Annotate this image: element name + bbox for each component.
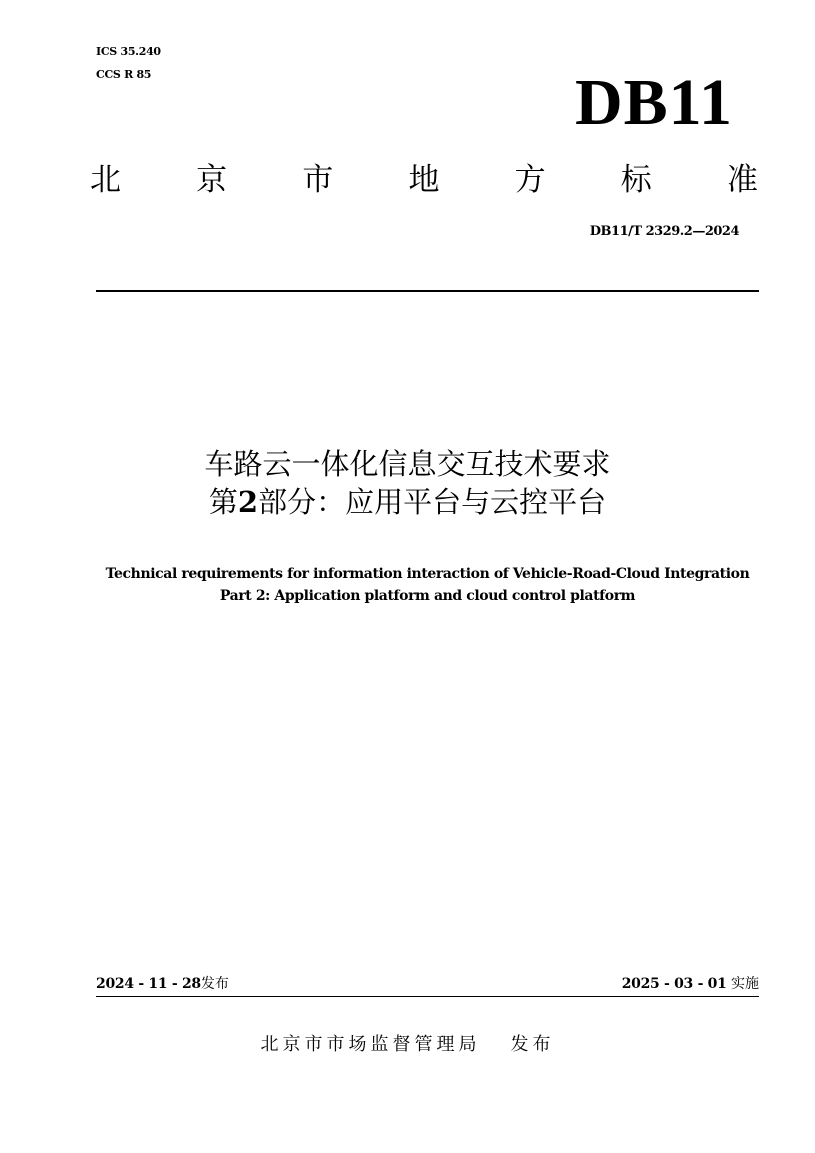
chinese-title-line1: 车路云一体化信息交互技术要求 [204,447,611,481]
title-char: 北 [90,162,121,198]
publish-info [96,974,229,994]
part-prefix: 第 [208,485,238,519]
title-char: 标 [620,162,652,198]
issuer [0,1030,815,1056]
chinese-title [0,445,815,521]
db-logo: DB11 [574,66,733,139]
classification-codes [96,40,161,86]
implement-info [622,974,759,994]
chinese-title-line2 [0,483,815,521]
part-suffix: 部分：应用平台与云控平台 [258,485,607,519]
issuer-action: 发布 [510,1034,555,1055]
part-number: 2 [237,485,259,519]
bottom-divider [96,996,759,997]
standard-number: DB11/T 2329.2—2024 [589,224,739,239]
implement-label: 实施 [731,976,759,992]
ccs-code: CCS R 85 [96,68,152,81]
title-char: 京 [196,162,228,198]
date-row [96,974,759,994]
standard-type-title [90,160,758,200]
title-char: 准 [726,162,758,198]
ics-code: ICS 35.240 [96,45,161,58]
title-char: 市 [302,162,334,198]
title-char: 方 [514,162,546,198]
top-divider [96,290,759,292]
implement-date: 2025 - 03 - 01 [621,976,727,992]
issuer-name: 北京市市场监督管理局 [260,1034,481,1055]
publish-label: 发布 [200,976,229,992]
english-title: Technical requirements for information interaction of Vehicle-Road-Cloud Integration Part 2: Application platform and cloud control platform [105,566,750,604]
title-char: 地 [408,162,440,198]
publish-date: 2024 - 11 - 28 [96,976,201,992]
